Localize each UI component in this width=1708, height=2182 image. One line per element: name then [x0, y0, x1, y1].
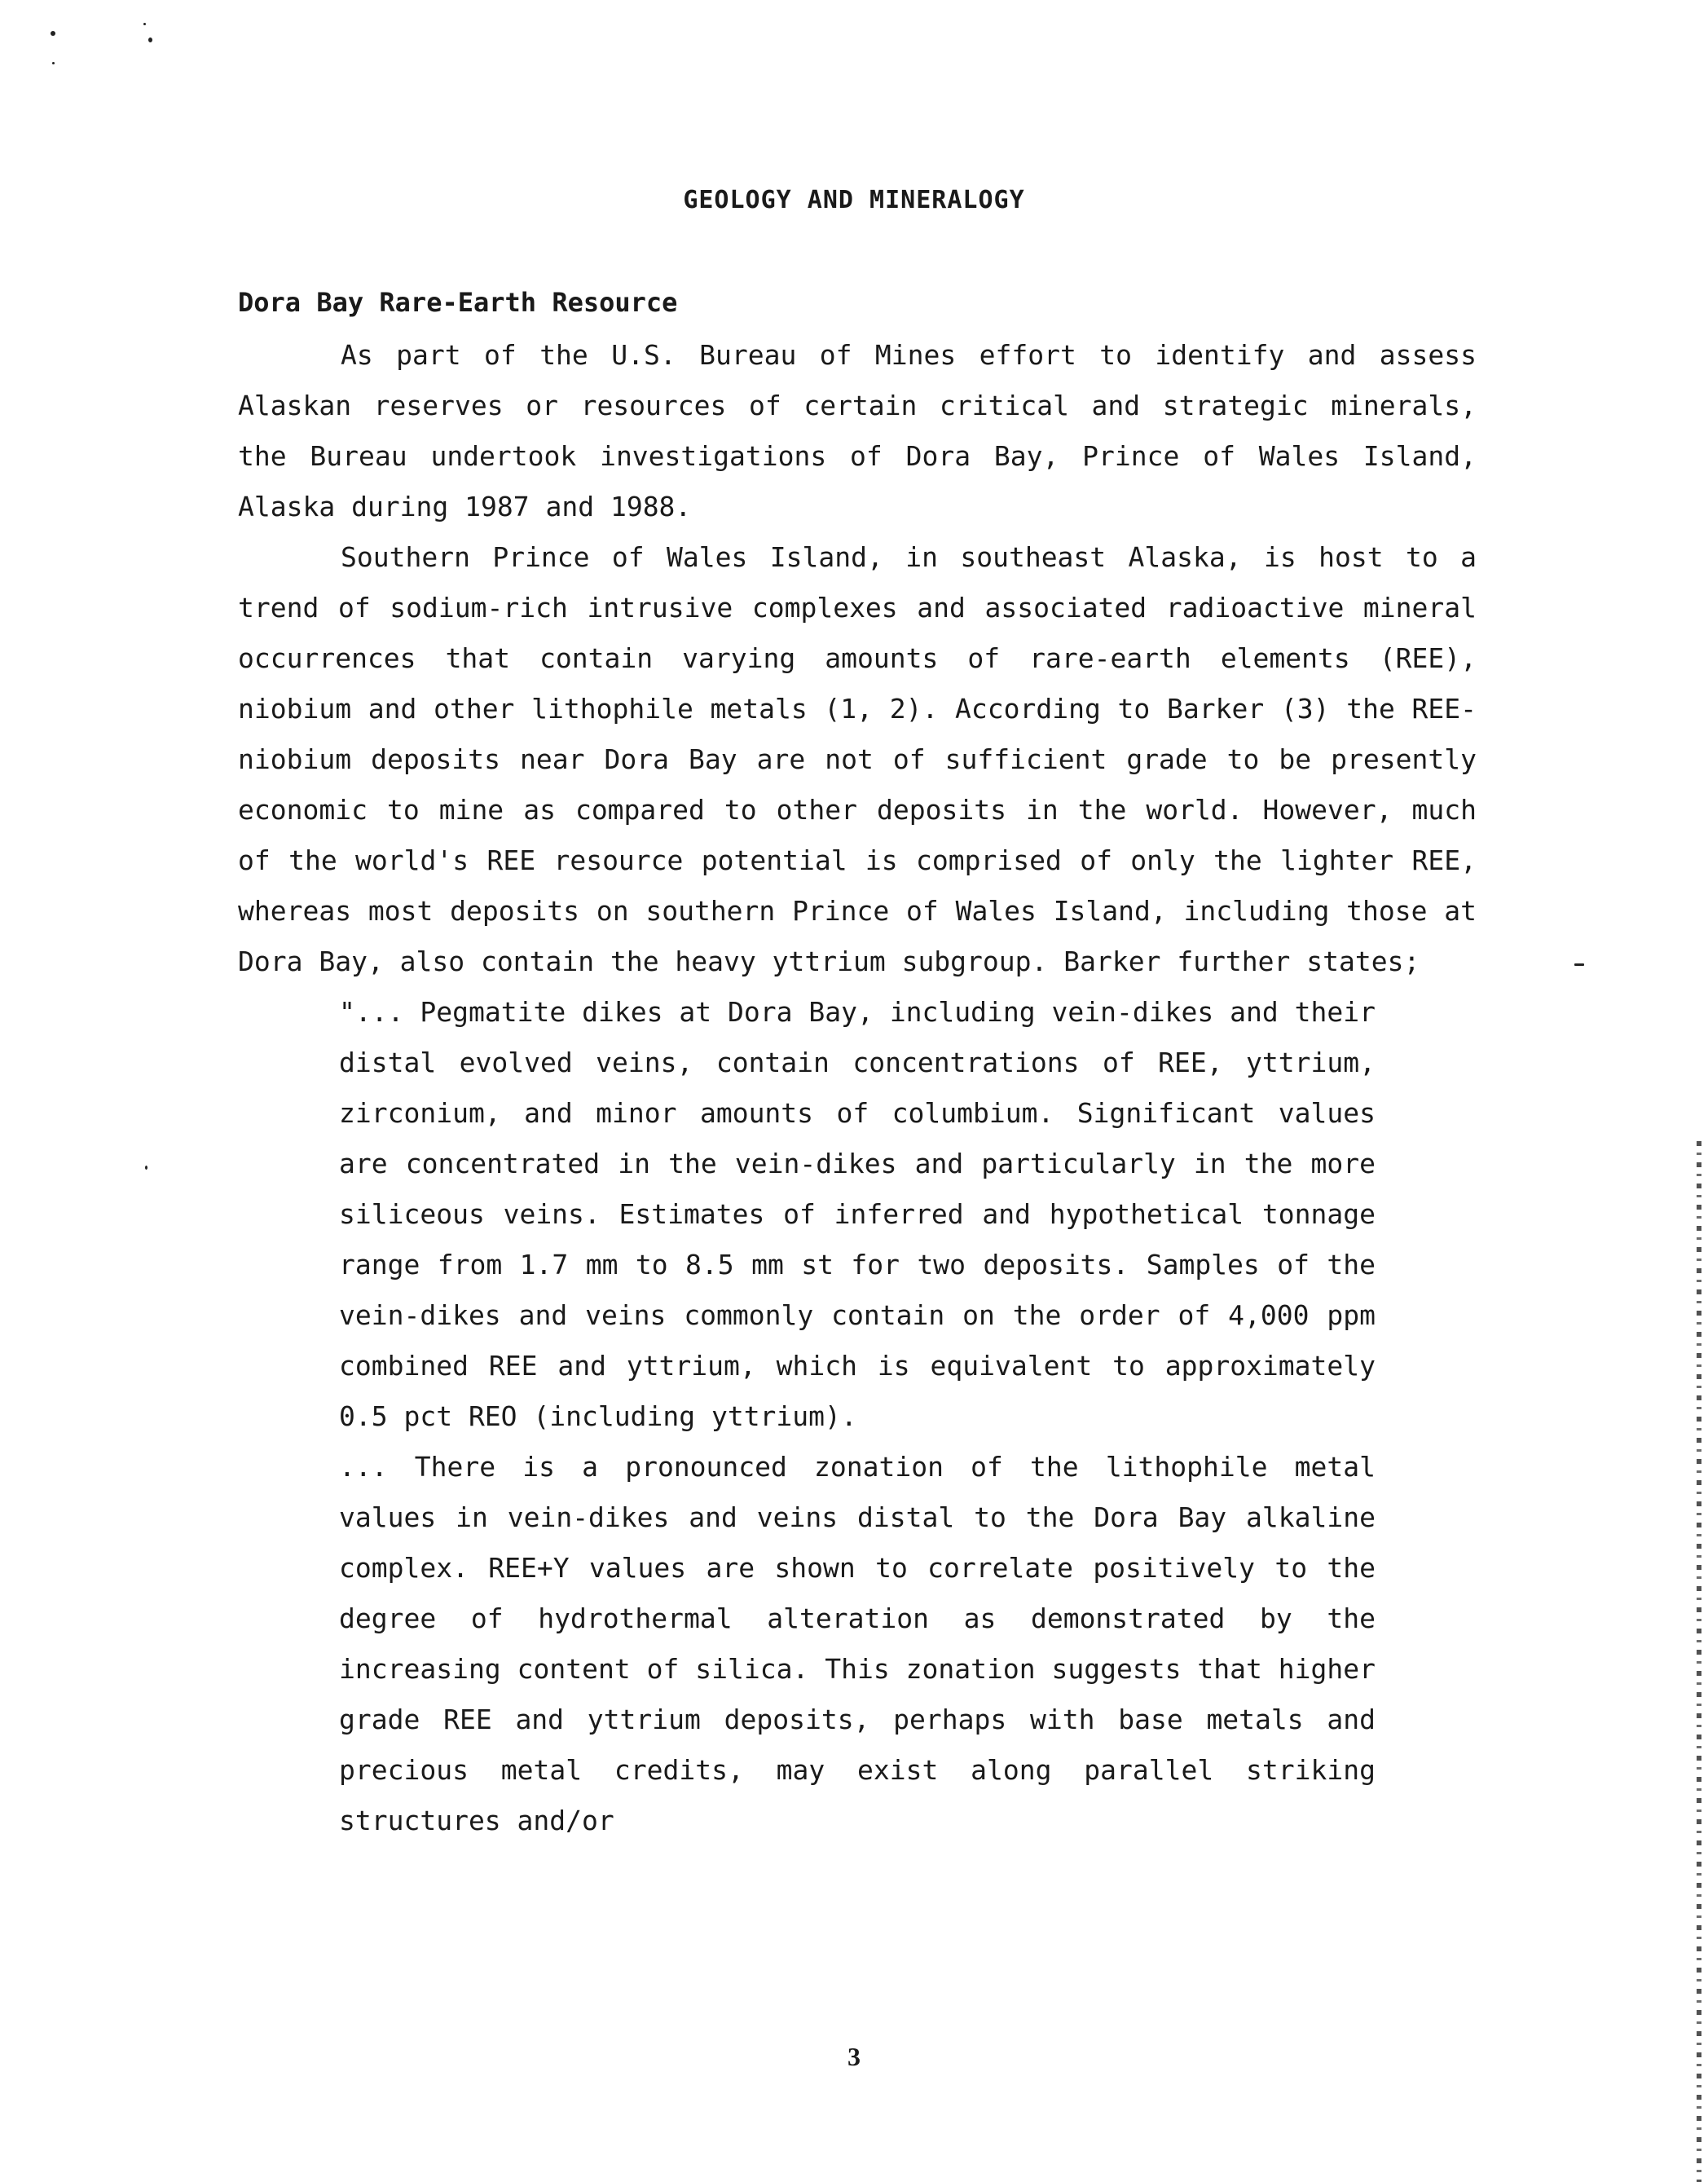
scan-speck — [52, 62, 55, 64]
block-quote-zonation: ... There is a pronounced zonation of the lithophile metal values in vein-dikes and veins distal to the Dora Bay alkaline complex. REE+Y values are shown to correlate positively to the degree of hydrothermal alteration as demonstrated by the increasing content of silica. This zonation suggests that higher grade REE and yttrium deposits, perhaps with base metals and precious metal credits, may exist along parallel striking structures and/or — [339, 1451, 1376, 1836]
scan-speck — [148, 37, 152, 42]
page-title: GEOLOGY AND MINERALOGY — [683, 186, 1025, 214]
body-text — [238, 330, 1477, 1846]
scan-speck — [145, 1166, 147, 1170]
scan-edge-noise — [1697, 1141, 1701, 2182]
scan-speck — [143, 23, 146, 25]
paragraph-southern-prince-of-wales: Southern Prince of Wales Island, in southeast Alaska, is host to a trend of sodium-rich intrusive complexes and associated radioactive mineral occurrences that contain varying amounts of rare-earth elements (REE), niobium and other lithophile metals (1, 2). According to Barker (3) the REE-niobium deposits near Dora Bay are not of sufficient grade to be presently economic to mine as compared to other deposits in the world. However, much of the world's REE resource potential is comprised of only the lighter REE, whereas most deposits on southern Prince of Wales Island, including those at Dora Bay, also contain the heavy yttrium subgroup. Barker further states; — [238, 541, 1477, 977]
scan-speck — [1574, 963, 1584, 966]
section-heading: Dora Bay Rare-Earth Resource — [238, 287, 678, 318]
paragraph-intro: As part of the U.S. Bureau of Mines effort to identify and assess Alaskan reserves or resources of certain critical and strategic minerals, the Bureau undertook investigations of Dora Bay, Prince of Wales Island, Alaska during 1987 and 1988. — [238, 339, 1477, 522]
block-quote-pegmatite: "... Pegmatite dikes at Dora Bay, including vein-dikes and their distal evolved veins, contain concentrations of REE, yttrium, zirconium, and minor amounts of columbium. Significant values are concentrated in the vein-dikes and particularly in the more siliceous veins. Estimates of inferred and hypothetical tonnage range from 1.7 mm to 8.5 mm st for two deposits. Samples of the vein-dikes and veins commonly contain on the order of 4,000 ppm combined REE and yttrium, which is equivalent to approximately 0.5 pct REO (including yttrium). — [339, 996, 1376, 1432]
scan-speck — [51, 31, 55, 36]
page-number: 3 — [847, 2042, 861, 2071]
